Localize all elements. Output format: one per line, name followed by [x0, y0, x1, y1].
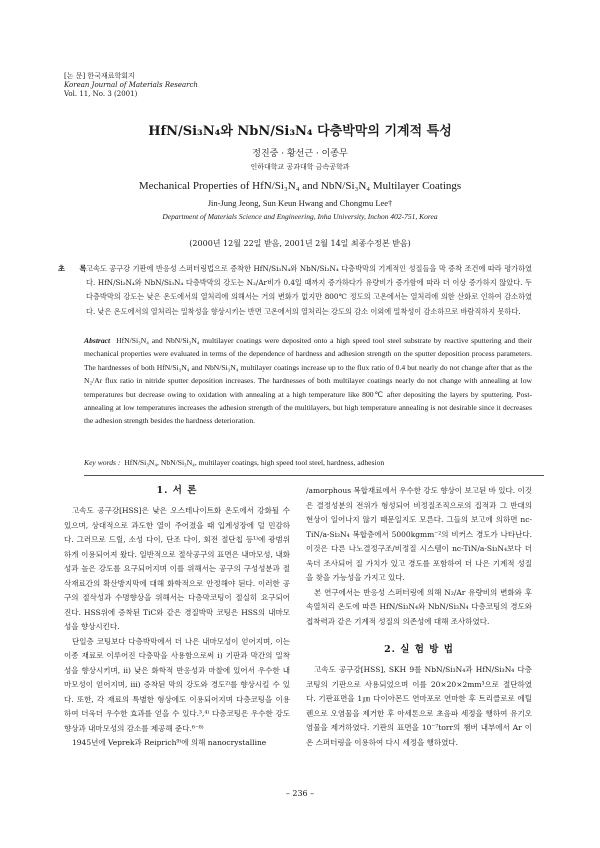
keywords-label: Key words :: [84, 458, 121, 467]
paragraph: 1945년에 Veprek과 Reiprich⁹⁾에 의해 nanocrystalline: [72, 738, 267, 747]
left-column: [64, 484, 290, 751]
authors-korean: 정진중 · 황선근 · 이종무: [252, 149, 348, 159]
abstract-korean: [58, 262, 532, 319]
authors-english: Jin-Jung Jeong, Sun Keun Hwang and Chongmu Lee†: [207, 198, 393, 208]
paragraph: 단일층 코팅보다 다층박막에서 더 나은 내마모성이 얻어지며, 이는 이종 재료로 이루어진 다층막을 사용함으로써 i) 기판과 막간의 밀착성을 향상시키며, ii) 낮은 화학적 반응성과 마찰에 있어서 우수한 내마모성이 얻어지며, iii) 증착된 막의 강도와 경도²⁾를 향상시킬 수 있다. 또한, 각 재료의 특별한 형상에도 이용되어지며 다층코팅을 이용하여 더욱더 우수한 효과를 얻을 수 있다.³,⁴⁾ 다층코팅은 우수한 강도향상과 내마모성의 감소를 제공해 준다.⁶⁻⁸⁾: [64, 636, 290, 733]
right-column: [306, 484, 532, 750]
affiliation-english: Department of Materials Science and Engineering, Inha University, Inchon 402-751, Korea: [162, 212, 438, 221]
paragraph: /amorphous 복합재료에서 우수한 강도 향상이 보고된 바 있다. 이것은 결정성분의 전위가 형성되어 비정질조직으로의 집적과 그 반대의 현상이 일어나지 않기 때문일지도 모른다. 그들의 보고에 의하면 nc-TiN/a-Si₃N₄ 복합층에서 5000kgmm⁻²의 비커스 경도가 나타난다. 이것은 다른 나노결정구조/비정질 시스템이 nc-TiN/a-Si₃N₄보다 더욱더 조사되어 질 가치가 있고 경도를 포함하여 더 나은 기계적 성질을 찾을 가능성을 가지고 있다.: [306, 486, 532, 582]
title-english: Mechanical Properties of HfN/Si₃N₄ and NbN/Si₃N₄ Multilayer Coatings: [138, 180, 462, 192]
paragraph: 고속도 공구강[HSS]은 낮은 오스테나이트화 온도에서 강화될 수 있으며, 상대적으로 과도한 열이 주어졌을 때 입계성장에 덜 민감하다. 그러므로 드릴, 소성 다이, 단조 다이, 회전 절단칩 등¹⁾에 광범위하게 이용되어져 왔다. 일반적으로 절삭공구의 표면은 내마모성, 내화성과 높은 강도를 요구되어지며 이를 위해서는 공구의 구성성분과 절삭재료간의 확산방지막에 대해 화학적으로 안정해야 된다. 이러한 공구의 절삭성과 수명향상을 위해서는 다층막코팅이 절실히 요구되어 진다. HSS위에 증착된 TiC와 같은 경질박막 코팅은 HSS의 내마모성을 향상시킨다.: [64, 506, 290, 631]
abstract-english: [84, 334, 532, 428]
divider-line: [84, 475, 544, 476]
section-heading-introduction: 1. 서 론: [156, 485, 198, 496]
section-heading-methods: 2. 실 험 방 법: [384, 644, 454, 655]
journal-header: [64, 72, 198, 99]
journal-name-en: Korean Journal of Materials Research: [64, 81, 198, 89]
received-dates: (2000년 12월 22일 받음, 2001년 2월 14일 최종수정본 받음): [189, 239, 411, 248]
paragraph: 본 연구에서는 반응성 스퍼터링에 의해 N₂/Ar 유량비의 변화와 후속열처리 온도에 따른 HfN/Si₃N₄와 NbN/Si₃N₄ 다층코팅의 경도와 접착력과 같은 기계적 성질의 의존성에 대해 조사하였다.: [306, 587, 532, 626]
abstract-korean-text: 고속도 공구강 기판에 반응성 스퍼터링법으로 증착한 HfN/Si₃N₄와 NbN/Si₃N₄ 다층박막의 기계적인 성질들을 막 증착 조건에 따라 평가하였다. HfN/Si₃N₄와 NbN/Si₃N₄ 다층박막의 강도는 N₂/Ar비가 0.4일 때까지 증가하다가 유량비가 증가함에 따라 더 이상 증가하지 않았다. 두 다층박막의 강도는 낮은 온도에서의 열처리에 의해서는 거의 변화가 없지만 800℃ 정도의 고온에서는 열처리에 의한 산화로 인하여 감소하였다. 낮은 온도에서의 열처리는 밀착성을 향상시키는 반면 고온에서의 열처리는 강도의 감소 이외에 밀착성이 감소하므로 바람직하지 못하다.: [86, 264, 532, 316]
abstract-korean-label: 초 록: [58, 264, 93, 273]
keywords: [84, 458, 544, 467]
paragraph: 고속도 공구강[HSS], SKH 9를 NbN/Si₃N₄과 HfN/Si₃N₄ 다층코팅의 기판으로 사용되었으며 이를 20×20×2mm³으로 절단하였다. 기판표면을 1㎛ 다이아몬드 연마포로 연마한 후 트리클로로 에틸렌으로 오염물을 제거한 후 아세톤으로 초음파 세정을 행하여 유기오염물을 제거하였다. 기판의 표면을 10⁻⁷torr의 챔버 내부에서 Ar 이온 스퍼터링을 이용하여 다시 세정을 행하였다.: [306, 665, 532, 747]
affiliation-korean: 인하대학교 공과대학 금속공학과: [250, 163, 350, 171]
page-number: – 236 –: [285, 789, 315, 798]
journal-label-ko: [논 문] 한국재료학회지: [64, 72, 135, 80]
keywords-text: HfN/Si₃N₄, NbN/Si₃N₄, multilayer coatings, high speed tool steel, hardness, adhesion: [124, 458, 385, 467]
abstract-english-label: Abstract: [84, 336, 111, 345]
abstract-english-text: HfN/Si₃N₄ and NbN/Si₃N₄ multilayer coatings were deposited onto a high speed tool steel substrate by reactive sputtering and their mechanical properties were evaluated in terms of the dependence of hardness and adhesion strength on the sputter deposition process parameters. The hardnesses of both HfN/Si₃N₄ and NbN/Si₃N₄ multilayer coatings increase up to the flux ratio of 0.4 but nearly do not change after that as the N₂/Ar flux ratio in nitride sputter deposition increases. The hardnesses of both multilayer coatings nearly do not change with annealing at low temperatures but decrease owing to oxidation with annealing at a high temperature like 800℃ after depositing the layers by sputtering. Post-annealing at low temperatures increases the adhesion strength of the multilayers, but high temperature annealing is not desirable since it decreases the adhesion strength besides the hardness deterioration.: [84, 336, 532, 426]
journal-volume: Vol. 11, No. 3 (2001): [64, 90, 138, 98]
title-korean: HfN/Si₃N₄와 NbN/Si₃N₄ 다층박막의 기계적 특성: [148, 124, 452, 139]
